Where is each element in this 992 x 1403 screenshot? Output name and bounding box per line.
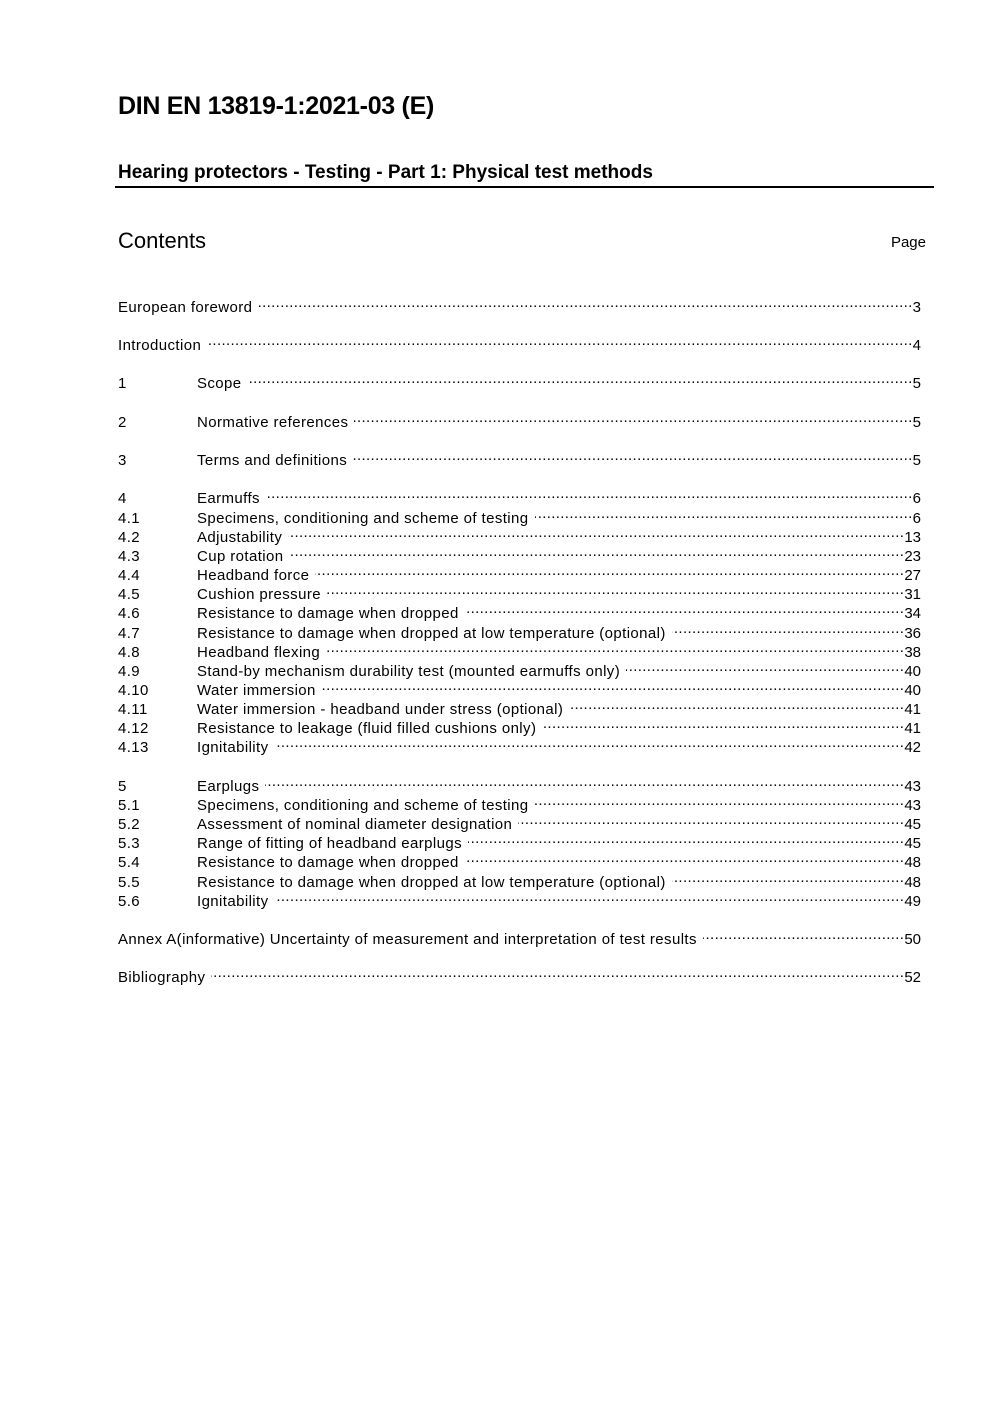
toc-dot-leader	[322, 676, 905, 695]
toc-dot-leader	[569, 695, 904, 714]
toc-entry[interactable]	[118, 523, 921, 546]
toc-entry-label: Scope	[197, 375, 242, 392]
toc-entry[interactable]	[118, 848, 921, 871]
toc-dot-leader	[465, 848, 905, 867]
toc-entry-label: Specimens, conditioning and scheme of testing	[197, 510, 529, 527]
title-divider	[115, 186, 934, 188]
toc-dot-leader	[672, 619, 905, 638]
toc-entry-page: 40	[904, 682, 921, 699]
toc-entry-label: Assessment of nominal diameter designation	[197, 816, 513, 833]
toc-entry-label: Resistance to damage when dropped at low temperature (optional)	[197, 874, 666, 891]
toc-entry[interactable]	[118, 676, 921, 699]
toc-entry-page: 41	[904, 720, 921, 737]
toc-dot-leader	[326, 638, 904, 657]
toc-entry-number: 5.6	[118, 893, 141, 910]
toc-entry-page: 34	[904, 605, 921, 622]
toc-dot-leader	[275, 733, 905, 752]
toc-dot-leader	[288, 523, 904, 542]
toc-entry-number: 5	[118, 778, 127, 795]
toc-dot-leader	[211, 963, 904, 982]
toc-entry-page: 48	[904, 854, 921, 871]
toc-entry-page: 49	[904, 893, 921, 910]
toc-entry-label: Resistance to damage when dropped at low temperature (optional)	[197, 625, 666, 642]
toc-entry-page: 36	[904, 625, 921, 642]
toc-entry-number: 2	[118, 414, 127, 431]
toc-dot-leader	[353, 446, 913, 465]
toc-entry[interactable]	[118, 791, 921, 814]
toc-entry-number: 4.9	[118, 663, 141, 680]
toc-entry[interactable]	[118, 580, 921, 603]
toc-entry-page: 41	[904, 701, 921, 718]
toc-entry-number: 4.6	[118, 605, 141, 622]
toc-entry-number: 5.4	[118, 854, 141, 871]
toc-dot-leader	[518, 810, 904, 829]
toc-entry-label: Earmuffs	[197, 490, 260, 507]
toc-entry[interactable]	[118, 561, 921, 584]
toc-entry-page: 3	[912, 299, 921, 316]
toc-entry-number: 3	[118, 452, 127, 469]
document-title: Hearing protectors - Testing - Part 1: Physical test methods	[118, 162, 653, 183]
toc-dot-leader	[535, 504, 913, 523]
toc-dot-leader	[542, 714, 904, 733]
toc-entry-page: 42	[904, 739, 921, 756]
toc-entry-label: Headband flexing	[197, 644, 321, 661]
toc-entry-number: 4.2	[118, 529, 141, 546]
document-designation: DIN EN 13819-1:2021-03 (E)	[118, 92, 434, 120]
toc-entry-page: 31	[904, 586, 921, 603]
toc-entry[interactable]	[118, 446, 921, 469]
toc-entry-page: 43	[904, 778, 921, 795]
toc-dot-leader	[265, 772, 904, 791]
toc-entry-page: 5	[912, 414, 921, 431]
toc-entry-page: 23	[904, 548, 921, 565]
toc-entry-label: Adjustability	[197, 529, 283, 546]
toc-entry[interactable]	[118, 408, 921, 431]
toc-entry-label: Terms and definitions	[197, 452, 348, 469]
toc-entry-page: 40	[904, 663, 921, 680]
toc-entry[interactable]	[118, 810, 921, 833]
toc-entry-number: 5.5	[118, 874, 141, 891]
toc-entry-number: 4.11	[118, 701, 148, 718]
toc-entry[interactable]	[118, 868, 921, 891]
toc-entry-label: Specimens, conditioning and scheme of testing	[197, 797, 529, 814]
toc-entry[interactable]	[118, 887, 921, 910]
toc-dot-leader	[327, 580, 904, 599]
toc-entry[interactable]	[118, 293, 921, 316]
toc-dot-leader	[535, 791, 905, 810]
toc-entry[interactable]	[118, 619, 921, 642]
toc-dot-leader	[703, 925, 904, 944]
toc-dot-leader	[258, 293, 912, 312]
toc-entry[interactable]	[118, 829, 921, 852]
toc-entry-label: Range of fitting of headband earplugs	[197, 835, 462, 852]
toc-dot-leader	[290, 542, 905, 561]
toc-entry-page: 6	[912, 510, 921, 527]
toc-entry[interactable]	[118, 542, 921, 565]
toc-entry-page: 45	[904, 835, 921, 852]
toc-entry-label: Stand-by mechanism durability test (mounted earmuffs only)	[197, 663, 621, 680]
toc-entry-label: Water immersion	[197, 682, 316, 699]
toc-entry-number: 4	[118, 490, 127, 507]
toc-entry[interactable]	[118, 331, 921, 354]
contents-heading: Contents	[118, 228, 207, 253]
toc-entry-label: Water immersion - headband under stress (optional)	[197, 701, 564, 718]
toc-entry[interactable]	[118, 963, 921, 986]
toc-entry-label: Headband force	[197, 567, 310, 584]
toc-entry-label: Resistance to damage when dropped	[197, 605, 459, 622]
toc-dot-leader	[207, 331, 912, 350]
toc-entry-label: Normative references	[197, 414, 349, 431]
page-column-label: Page	[890, 234, 926, 251]
toc-entry-number: 4.1	[118, 510, 141, 527]
toc-entry-page: 5	[912, 375, 921, 392]
toc-entry[interactable]	[118, 695, 921, 718]
toc-entry-number: 4.10	[118, 682, 149, 699]
toc-entry-page: 4	[912, 337, 921, 354]
toc-entry[interactable]	[118, 772, 921, 795]
toc-entry-page: 38	[904, 644, 921, 661]
toc-dot-leader	[465, 599, 905, 618]
toc-entry-number: 4.12	[118, 720, 149, 737]
toc-entry-label: Cushion pressure	[197, 586, 321, 603]
toc-entry[interactable]	[118, 599, 921, 622]
toc-dot-leader	[275, 887, 905, 906]
toc-dot-leader	[468, 829, 904, 848]
toc-entry[interactable]	[118, 369, 921, 392]
toc-entry-page: 5	[912, 452, 921, 469]
toc-dot-leader	[315, 561, 904, 580]
toc-entry-number: 5.3	[118, 835, 141, 852]
toc-entry-page: 13	[904, 529, 921, 546]
toc-entry-page: 50	[904, 931, 921, 948]
toc-entry-number: 1	[118, 375, 127, 392]
toc-entry[interactable]	[118, 638, 921, 661]
toc-entry[interactable]	[118, 733, 921, 756]
toc-dot-leader	[354, 408, 912, 427]
toc-entry-number: 5.2	[118, 816, 141, 833]
toc-entry-number: 4.4	[118, 567, 141, 584]
toc-entry-page: 48	[904, 874, 921, 891]
toc-entry-label: European foreword	[118, 299, 253, 316]
toc-entry-number: 4.8	[118, 644, 141, 661]
toc-dot-leader	[672, 868, 905, 887]
toc-entry[interactable]	[118, 714, 921, 737]
toc-entry-number: 4.13	[118, 739, 149, 756]
toc-entry-label: Ignitability	[197, 893, 269, 910]
toc-entry-number: 4.3	[118, 548, 141, 565]
toc-entry-label: Resistance to leakage (fluid filled cushions only)	[197, 720, 537, 737]
toc-entry[interactable]	[118, 504, 921, 527]
toc-entry-number: 5.1	[118, 797, 141, 814]
toc-entry-page: 6	[912, 490, 921, 507]
toc-entry-label: Ignitability	[197, 739, 269, 756]
toc-entry-page: 45	[904, 816, 921, 833]
toc-entry[interactable]	[118, 925, 921, 948]
toc-entry[interactable]	[118, 484, 921, 507]
toc-entry-page: 27	[904, 567, 921, 584]
toc-entry-page: 43	[904, 797, 921, 814]
toc-entry-label: Introduction	[118, 337, 202, 354]
toc-entry-label: Cup rotation	[197, 548, 284, 565]
toc-dot-leader	[266, 484, 913, 503]
toc-dot-leader	[626, 657, 904, 676]
toc-dot-leader	[248, 369, 913, 388]
toc-entry[interactable]	[118, 657, 921, 680]
toc-entry-label: Bibliography	[118, 969, 206, 986]
toc-entry-label: Annex A(informative) Uncertainty of measurement and interpretation of test results	[118, 931, 697, 948]
toc-entry-page: 52	[904, 969, 921, 986]
toc-entry-number: 4.7	[118, 625, 141, 642]
toc-entry-number: 4.5	[118, 586, 141, 603]
toc-entry-label: Resistance to damage when dropped	[197, 854, 459, 871]
toc-entry-label: Earplugs	[197, 778, 260, 795]
